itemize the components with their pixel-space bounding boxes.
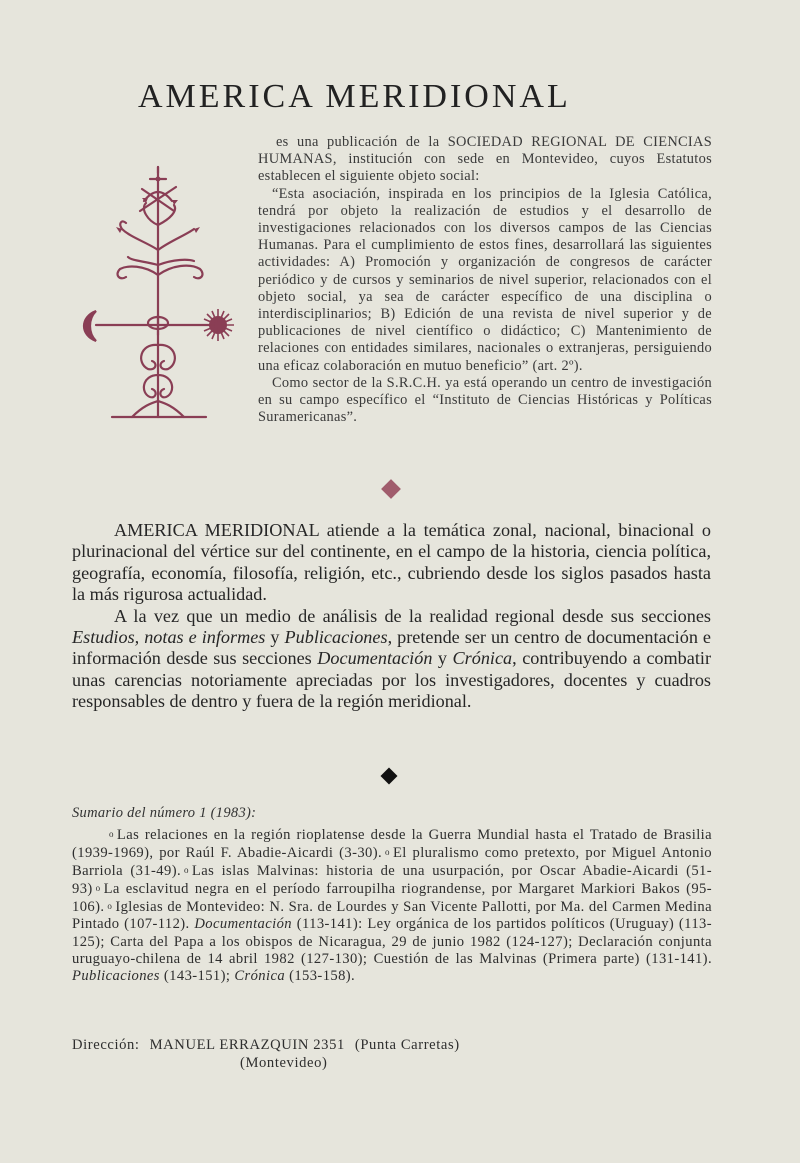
page-title: AMERICA MERIDIONAL [138, 78, 571, 115]
summary-item: Las relaciones en la región rioplatense desde la Guerra Mundial hasta el Tratado de Brasilia (1939-1969), por Raúl F. Abadie-Aicardi (3-30). [72, 827, 712, 862]
intro-text [258, 134, 712, 426]
section-estudios: Estudios, notas e informes [72, 627, 266, 648]
institute-paragraph: Como sector de la S.R.C.H. ya está operando un centro de investigación en su campo específico el “Instituto de Ciencias Históricas y Políticas Suramericanas”. [258, 374, 712, 426]
address-city: (Montevideo) [240, 1055, 328, 1071]
summary-section-label: Documentación [194, 916, 292, 933]
intro-first-paragraph: es una publicación de la SOCIEDAD REGIONAL DE CIENCIAS HUMANAS, institución con sede en Montevideo, cuyos Estatutos establecen el siguiente objeto social: [258, 134, 712, 185]
bullet-icon: o [107, 901, 113, 912]
summary-section-label: Crónica [234, 967, 286, 984]
address-area: (Punta Carretas) [354, 1037, 460, 1053]
description-text [72, 520, 711, 713]
section-cronica: Crónica [452, 648, 513, 669]
address-street: MANUEL ERRAZQUIN 2351 [149, 1037, 345, 1053]
wrought-iron-cross-emblem [78, 165, 238, 427]
description-paragraph-1 [72, 520, 711, 606]
description-p1-text: atiende a la temática zonal, nacional, binacional o plurinacional del vértice sur del continente, en el campo de la historia, ciencia política, geografía, economía, filosofía, religión, etc., cubriendo desde los siglos pasados hasta la más rigurosa actualidad. [72, 520, 711, 605]
summary-item: La esclavitud negra en el período farroupilha riograndense, por Margaret Markiori Bakos (95-106). [72, 881, 712, 916]
description-p2-text-a: A la vez que un medio de análisis de la realidad regional desde sus secciones [114, 605, 711, 626]
summary-section-label: Publicaciones [72, 967, 160, 984]
section-documentacion: Documentación [317, 648, 433, 669]
summary-item: El pluralismo como pretexto, por Miguel Antonio Barriola (31-49). [72, 845, 713, 880]
summary-item: (113-141): Ley orgánica de los partidos políticos (Uruguay) (113-125); Carta del Papa a los obispos de Nicaragua, 29 de junio 1982 (124-127); Declaración conjunta uruguayo-chilena de 14 abril 1982 (127-130); Cuestión de las Malvinas (Primera parte) (131-141). [72, 916, 712, 967]
statute-quote: “Esta asociación, inspirada en los principios de la Iglesia Católica, tendrá por objeto la realización de estudios y el desarrollo de investigaciones relacionados con los diversos campos de las Ciencias Humanas. Para el cumplimiento de estos fines, desarrollará las siguientes actividades: A) Promoción y organización de congresos de carácter periódico y de cursos y seminarios de nivel superior, relacionados con el objeto social, ya sea de carácter específico de una disciplina o interdisciplinarios; B) Edición de una revista de nivel superior y de publicaciones de nivel científico o didáctico; C) Mantenimiento de relaciones con entidades similares, nacionales o extranjeras, persiguiendo una eficaz colaboración en mutuo beneficio” (art. 2º). [258, 185, 712, 374]
address-label: Dirección: [72, 1037, 140, 1053]
diamond-ornament [381, 479, 401, 499]
diamond-ornament [381, 768, 398, 785]
description-p2-text-d: y [432, 648, 453, 669]
bullet-icon: o [109, 829, 114, 839]
address-block [72, 1036, 460, 1072]
bullet-icon: o [95, 883, 101, 894]
summary-text [72, 826, 712, 985]
bullet-icon: o [184, 865, 189, 876]
summary-item: Iglesias de Montevideo: N. Sra. de Lourdes y San Vicente Pallotti, por Ma. del Carmen Medina Pintado (107-112). [72, 899, 712, 933]
summary-heading: Sumario del número 1 (1983): [72, 805, 257, 821]
description-paragraph-2 [72, 606, 711, 713]
summary-paragraph [72, 826, 712, 985]
summary-item: (153-158). [285, 967, 356, 984]
description-p2-text-e: , contribuyendo a combatir unas carencias notoriamente apreciadas por los investigadores, docentes y cuadros responsables de dentro y fuera de la región meridional. [72, 648, 711, 712]
summary-item: Las islas Malvinas: historia de una usurpación, por Oscar Abadie-Aicardi (51-93) [72, 863, 712, 898]
description-p2-text-b: y [265, 627, 285, 648]
publication-name: AMERICA MERIDIONAL [114, 520, 320, 540]
description-p2-text-c: , pretende ser un centro de documentación e información desde sus secciones [72, 627, 711, 669]
summary-item: (143-151); [159, 967, 235, 984]
section-publicaciones: Publicaciones [284, 627, 388, 648]
bullet-icon: o [385, 847, 390, 858]
